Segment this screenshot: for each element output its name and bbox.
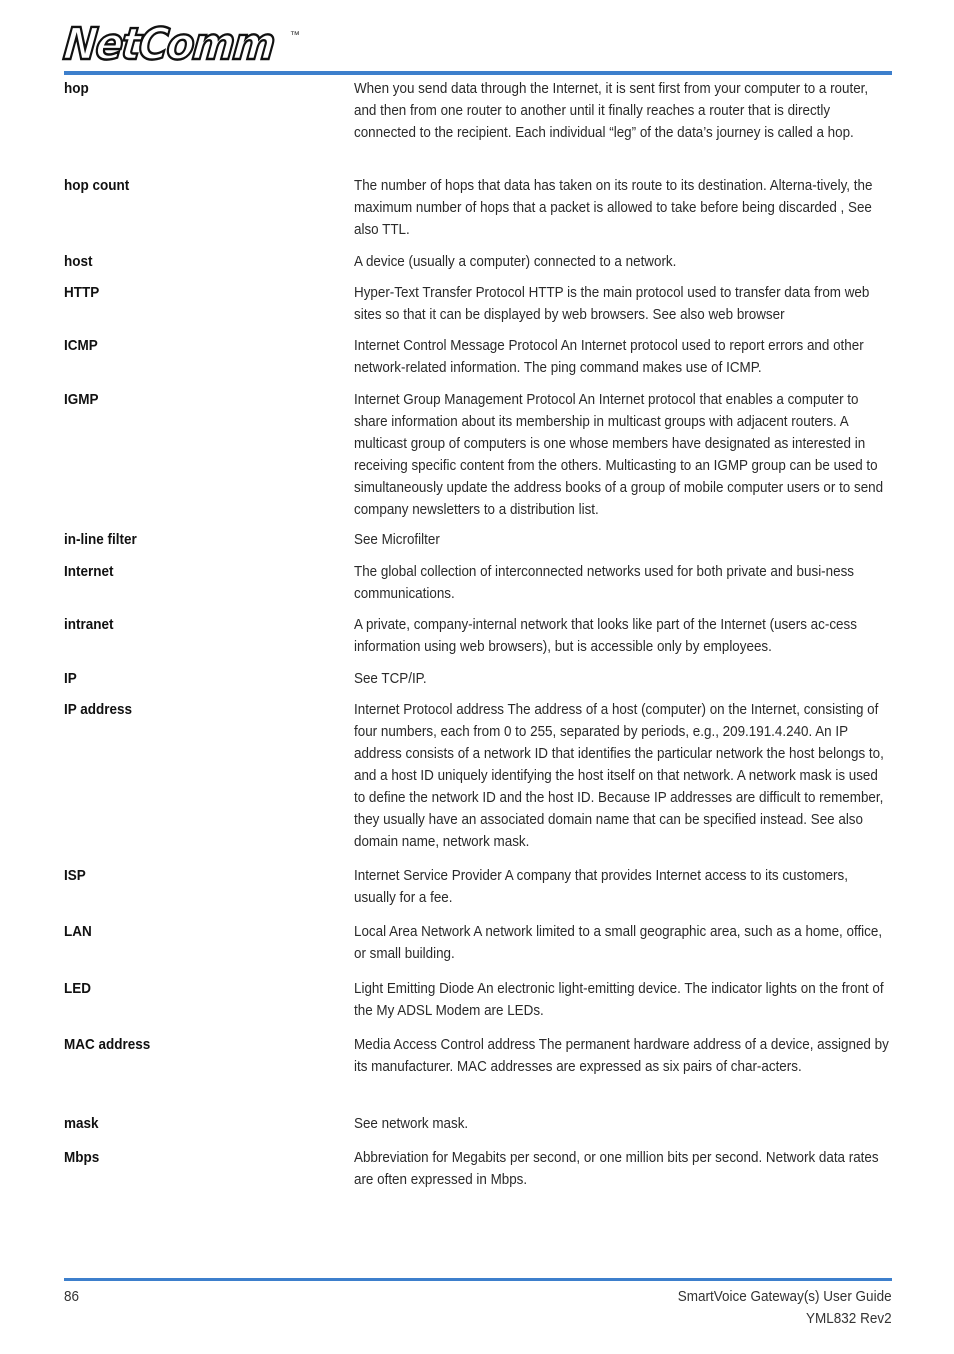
glossary-term: host (64, 253, 93, 270)
glossary-term: HTTP (64, 284, 100, 301)
glossary-term: LED (64, 980, 91, 997)
glossary-term: ICMP (64, 337, 98, 354)
glossary-definition: Internet Protocol address The address of a host (computer) on the Internet, consisting of four numbers, each from 0 to 255, separated by periods, e.g., 209.191.4.240. An IP address consists of a network ID that identifies the particular network the host belongs to, and a host ID uniquely identifying the host itself on that network. A network mask is used to define the network ID and the host ID. Because IP addresses are difficult to remember, they usually have an associated domain name that can be specified instead. See also domain name, network mask. (354, 701, 884, 850)
glossary-definition: The global collection of interconnected networks used for both private and busi-ness communications. (354, 563, 855, 602)
glossary-definition: Media Access Control address The permanent hardware address of a device, assigned by its manufacturer. MAC addresses are expressed as six pairs of char-acters. (354, 1036, 889, 1075)
glossary-term: in-line filter (64, 531, 137, 548)
footer-rule (64, 1278, 892, 1281)
page-number: 86 (64, 1288, 80, 1305)
guide-title: SmartVoice Gateway(s) User Guide (678, 1288, 892, 1305)
document-code: YML832 Rev2 (806, 1310, 892, 1327)
glossary-definition: Internet Service Provider A company that provides Internet access to its customers, usually for a fee. (354, 867, 848, 906)
header-rule (64, 71, 892, 75)
netcomm-logo (61, 19, 300, 70)
glossary-definition: The number of hops that data has taken on its route to its destination. Alterna-tively, the maximum number of hops that a packet is allowed to take before being discarded , See also TTL. (354, 177, 873, 238)
glossary-definition: Light Emitting Diode An electronic light-emitting device. The indicator lights on the front of the My ADSL Modem are LEDs. (354, 980, 884, 1019)
glossary-term: hop count (64, 177, 130, 194)
trademark-symbol: ™ (289, 30, 300, 41)
glossary-term: IP address (64, 701, 133, 718)
glossary-definition: See Microfilter (354, 531, 440, 548)
glossary-definition: Hyper-Text Transfer Protocol HTTP is the main protocol used to transfer data from web sites so that it can be displayed by web browsers. See also web browser (354, 284, 870, 323)
glossary-term: IP (64, 670, 77, 687)
glossary-term: mask (64, 1115, 99, 1132)
glossary-definition: Abbreviation for Megabits per second, or one million bits per second. Network data rates are often expressed in Mbps. (354, 1149, 879, 1188)
glossary-definition: A private, company-internal network that looks like part of the Internet (users ac-cess information using web browsers), but is accessible only by employees. (354, 616, 857, 655)
glossary-term: IGMP (64, 391, 99, 408)
glossary-term: Internet (64, 563, 114, 580)
glossary-term: LAN (64, 923, 92, 940)
glossary-term: MAC address (64, 1036, 151, 1053)
footer-document-info (678, 1286, 892, 1330)
glossary-term: intranet (64, 616, 114, 633)
glossary-term: hop (64, 80, 89, 97)
glossary-definition: See network mask. (354, 1115, 469, 1132)
glossary-definition: A device (usually a computer) connected to a network. (354, 253, 677, 270)
glossary-definition: Internet Control Message Protocol An Internet protocol used to report errors and other network-related information. The ping command makes use of ICMP. (354, 337, 864, 376)
glossary-definition: See TCP/IP. (354, 670, 427, 687)
logo-wordmark: NetComm (61, 19, 276, 70)
glossary-definition: When you send data through the Internet, it is sent first from your computer to a router, and then from one router to another until it finally reaches a router that is directly connected to the recipient. Each individual “leg” of the data’s journey is called a hop. (354, 80, 869, 141)
glossary-definition: Local Area Network A network limited to a small geographic area, such as a home, office, or small building. (354, 923, 883, 962)
glossary-term: ISP (64, 867, 86, 884)
glossary-definition: Internet Group Management Protocol An Internet protocol that enables a computer to share information about its membership in multicast groups with adjacent routers. A multicast group of computers is one whose members have designated as interested in receiving specific content from the others. Multicasting to an IGMP group can be used to simultaneously update the address books of a group of mobile computer users or to send company newsletters to a distribution list. (354, 391, 884, 518)
glossary-term: Mbps (64, 1149, 100, 1166)
